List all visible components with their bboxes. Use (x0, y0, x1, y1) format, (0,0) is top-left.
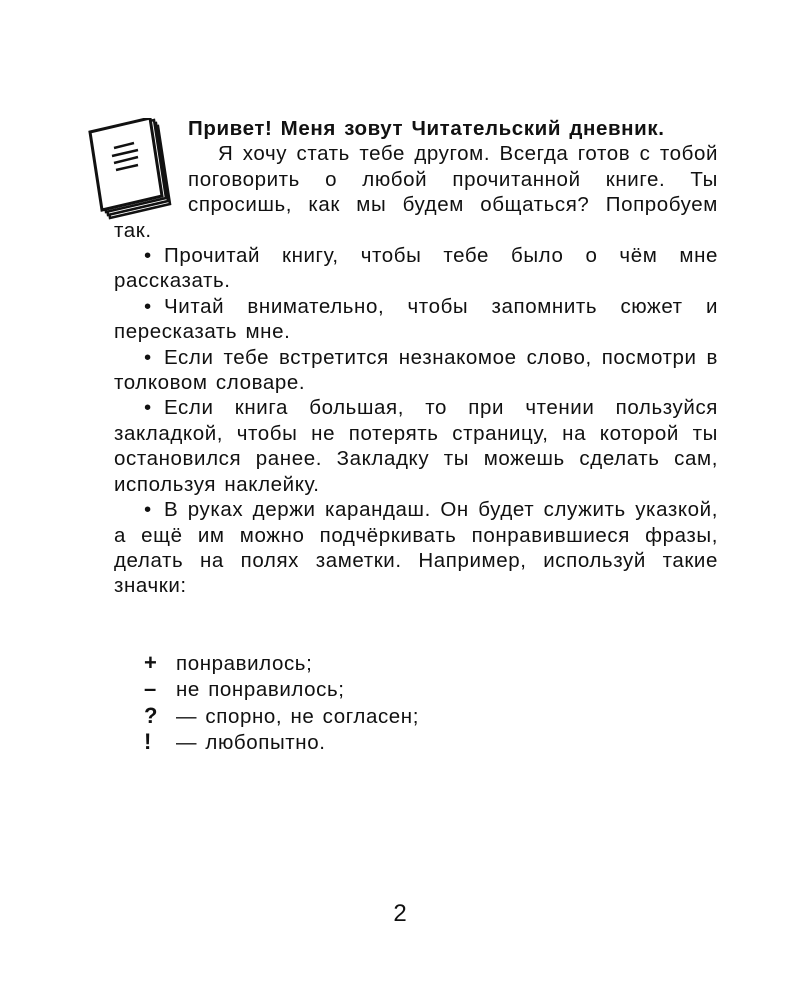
exclamation-symbol: ! (144, 729, 152, 755)
page-number: 2 (393, 900, 407, 927)
bullet-icon: • (144, 498, 152, 522)
legend-row-plus (144, 650, 419, 676)
legend-text: — любопытно. (176, 731, 326, 755)
bullet-text: Читай внимательно, чтобы запомнить сюжет и пересказать мне. (114, 294, 718, 344)
legend-row-question (144, 703, 419, 729)
text-column (114, 116, 718, 599)
bullet-icon: • (144, 345, 152, 369)
legend-row-exclamation (144, 729, 419, 755)
bullet-text: Если тебе встретится незнакомое слово, посмотри в толковом словаре. (114, 345, 718, 395)
bullet-item (114, 395, 718, 497)
bullet-text: В руках держи карандаш. Он будет служить указкой, а ещё им можно подчёркивать понравившиеся фразы, делать на полях заметки. Например, используй такие значки: (114, 498, 718, 598)
legend-text: не понравилось; (176, 678, 345, 702)
minus-symbol: – (144, 676, 157, 702)
bullet-item (114, 243, 718, 294)
bullet-icon: • (144, 244, 152, 268)
intro-paragraph: Я хочу стать тебе другом. Всегда готов с тобой поговорить о любой прочитанной книге. Ты спросишь, как мы будем общаться? Попробуем так. (114, 142, 718, 242)
bullet-item (114, 345, 718, 396)
plus-symbol: + (144, 650, 158, 675)
legend-text: — спорно, не согласен; (176, 704, 420, 728)
bullet-icon: • (144, 294, 152, 318)
legend-text: понравилось; (176, 652, 313, 675)
bullet-icon: • (144, 396, 152, 420)
bullet-item (114, 294, 718, 345)
question-symbol: ? (144, 702, 159, 728)
bullet-text: Прочитай книгу, чтобы тебе было о чём мне рассказать. (114, 244, 718, 293)
greeting-heading: Привет! Меня зовут Читательский дневник. (188, 117, 665, 140)
legend-row-minus (144, 676, 419, 702)
marks-legend (144, 650, 419, 756)
bullet-item (114, 497, 718, 599)
bullet-text: Если книга большая, то при чтении пользуйся закладкой, чтобы не потерять страницу, на которой ты остановился ранее. Закладку ты можешь сделать сам, используя наклейку. (114, 396, 718, 496)
